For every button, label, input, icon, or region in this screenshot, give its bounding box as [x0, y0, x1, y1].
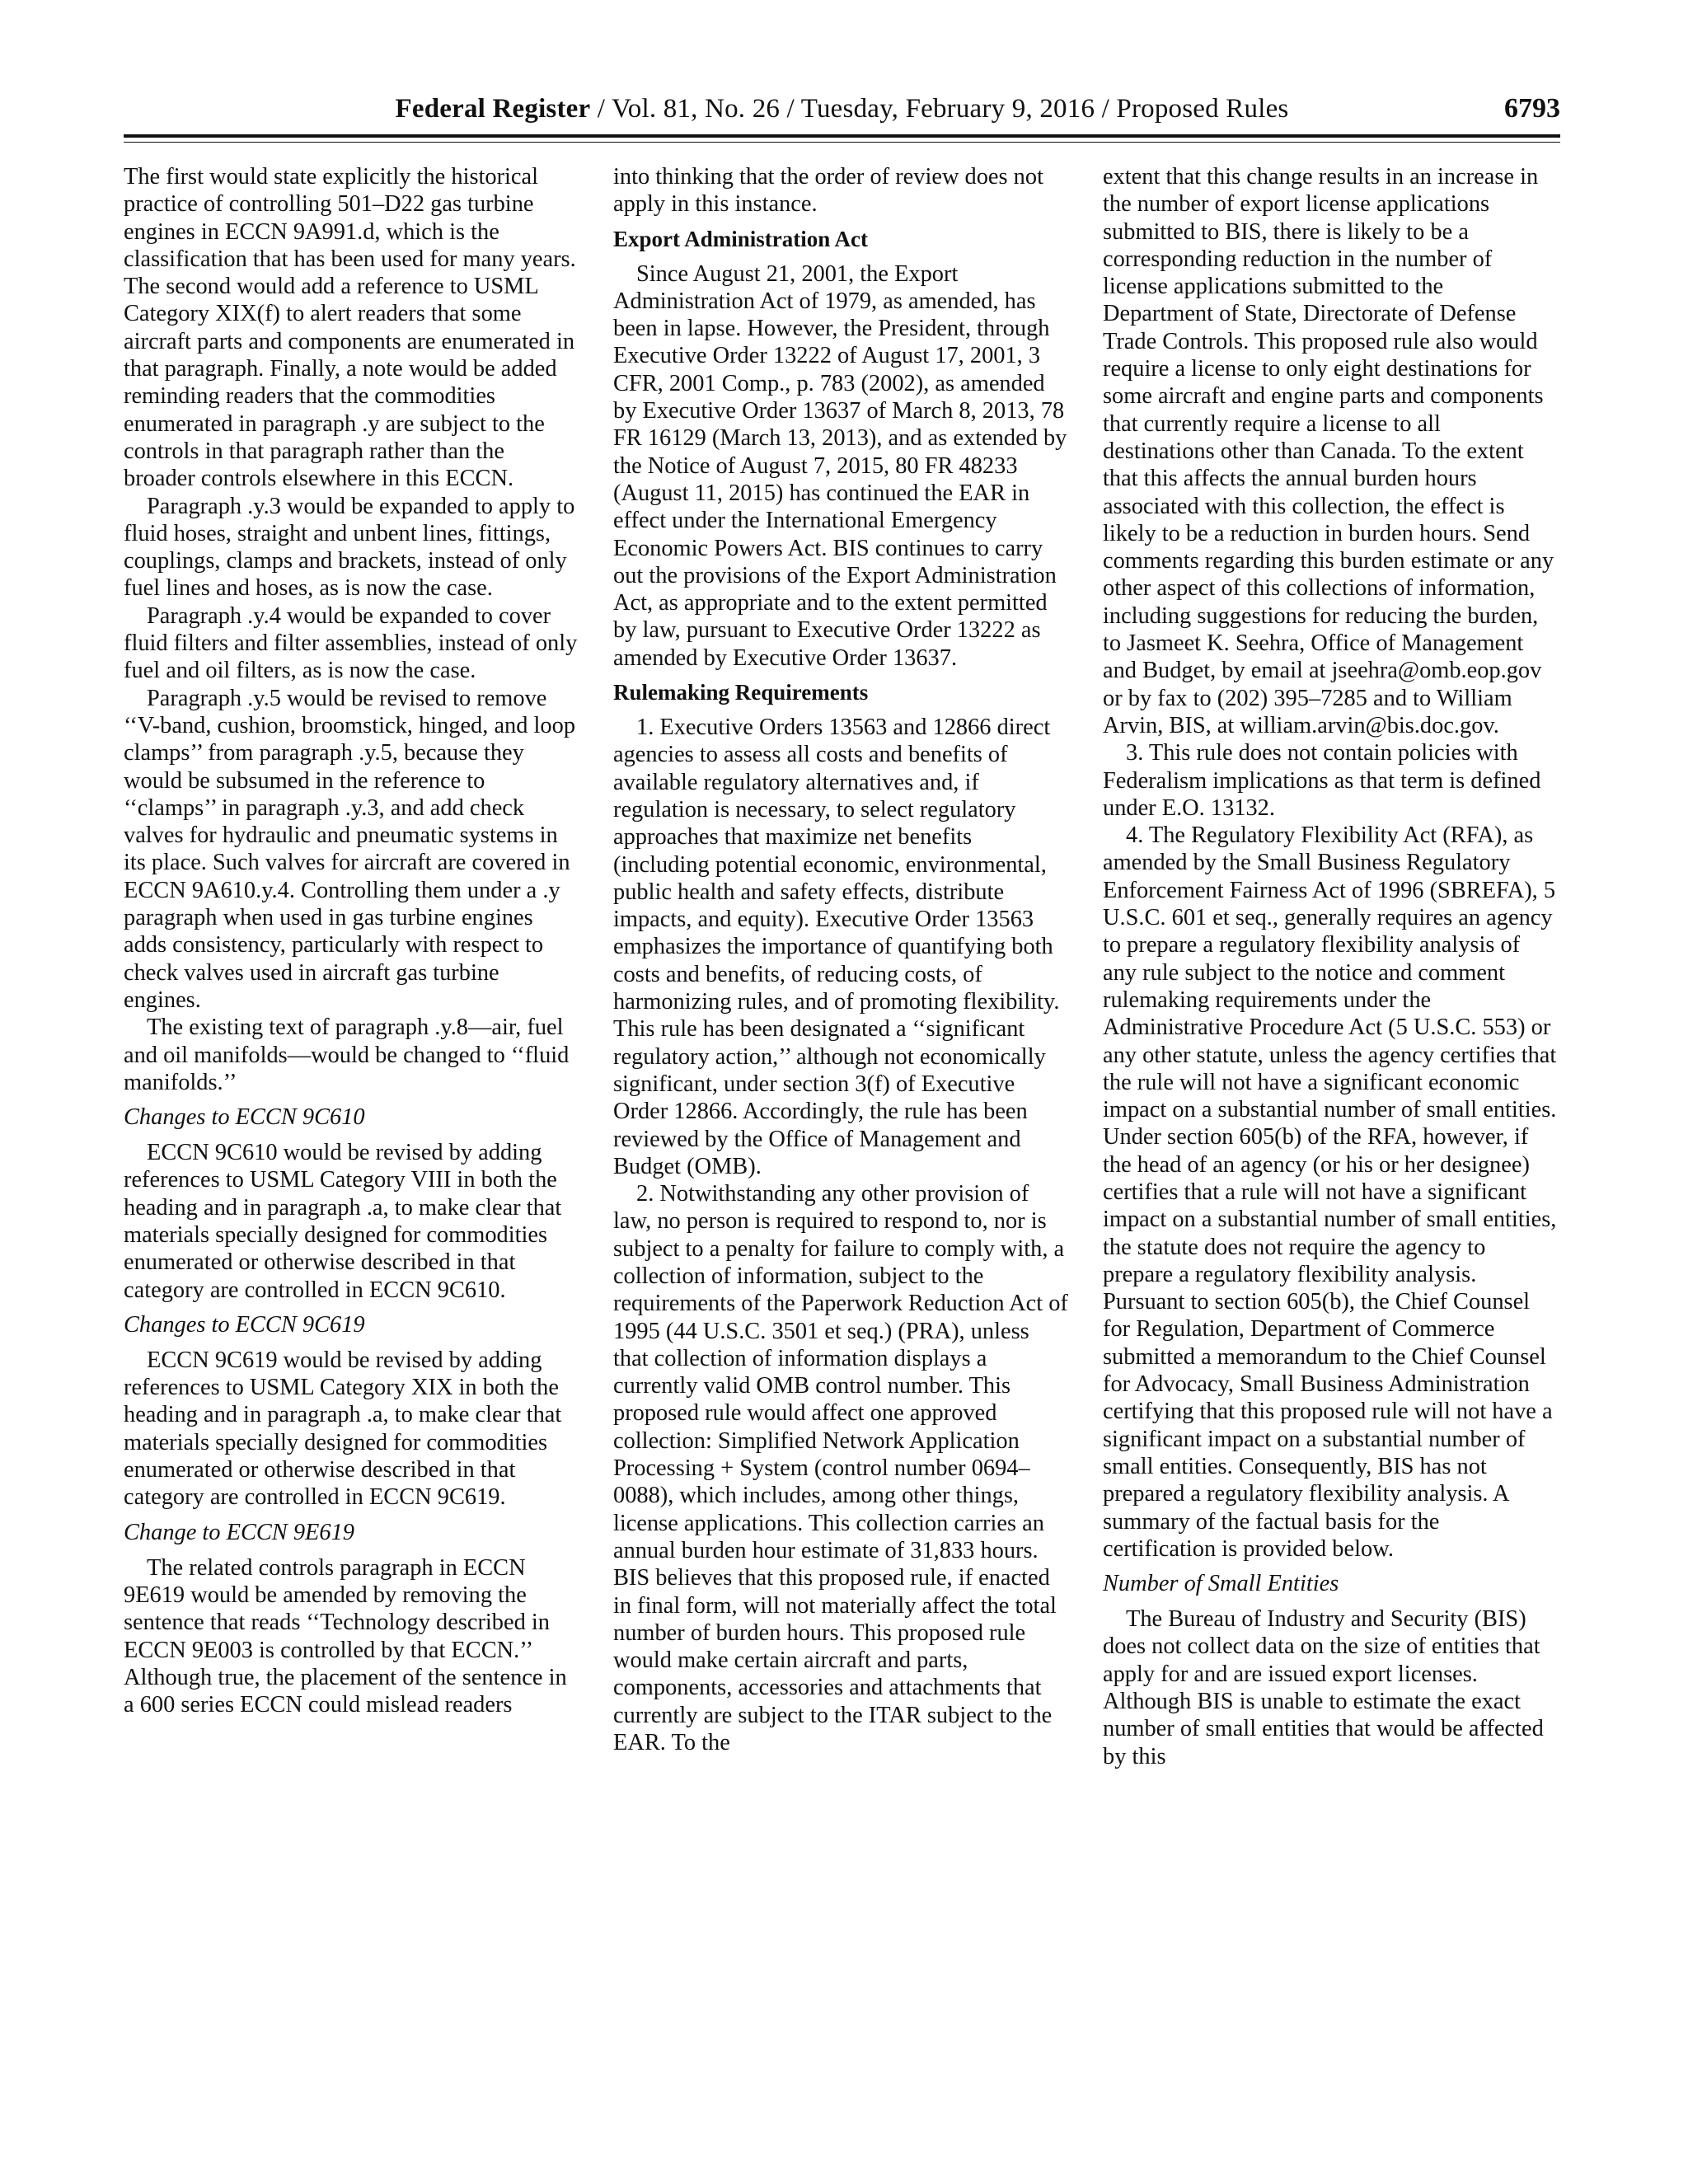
paragraph: Paragraph .y.5 would be revised to remove ‘‘V-band, cushion, broomstick, hinged, and loop clamps’’ from paragraph .y.5, because they would be subsumed in the reference to ‘‘clamps’’ in paragraph .y.3, and add check valves for hydraulic and pneumatic systems in its place. Such valves for aircraft are covered in ECCN 9A610.y.4. Controlling them under a .y paragraph when used in gas turbine engines adds consistency, particularly with respect to check valves used in aircraft gas turbine engines. — [124, 685, 576, 1013]
paragraph: 3. This rule does not contain policies with Federalism implications as that term is defined under E.O. 13132. — [1103, 740, 1541, 821]
section-heading: Export Administration Act — [613, 226, 869, 251]
paragraph: Paragraph .y.3 would be expanded to apply to fluid hoses, straight and unbent lines, fittings, couplings, clamps and brackets, instead of only fuel lines and hoses, as is now the case. — [124, 493, 575, 602]
paragraph: 2. Notwithstanding any other provision of law, no person is required to respond to, nor is subject to a penalty for failure to comply with, a collection of information, subject to the requirements of the Paperwork Reduction Act of 1995 (44 U.S.C. 3501 et seq.) (PRA), unless that collection of information displays a currently valid OMB control number. This proposed rule would affect one approved collection: Simplified Network Application Processing + System (control number 0694–0088), which includes, among other things, license applications. This collection carries an annual burden hour estimate of 31,833 hours. BIS believes that this proposed rule, if enacted in final form, will not materially affect the total number of burden hours. This proposed rule would make certain aircraft and parts, components, accessories and attachments that currently are subject to the ITAR subject to the EAR. To the — [613, 1181, 1068, 1756]
paragraph: The existing text of paragraph .y.8—air, fuel and oil manifolds—would be changed to ‘‘fluid manifolds.’’ — [124, 1015, 570, 1095]
paragraph: The Bureau of Industry and Security (BIS) does not collect data on the size of entities that apply for and are issued export licenses. Although BIS is unable to estimate the exact number of small entities that would be affected by this — [1103, 1606, 1544, 1769]
paragraph: 4. The Regulatory Flexibility Act (RFA), as amended by the Small Business Regulatory Enforcement Fairness Act of 1996 (SBREFA), 5 U.S.C. 601 et seq., generally requires an agency to prepare a regulatory flexibility analysis of any rule subject to the notice and comment rulemaking requirements under the Administrative Procedure Act (5 U.S.C. 553) or any other statute, unless the agency certifies that the rule will not have a significant economic impact on a substantial number of small entities. Under section 605(b) of the RFA, however, if the head of an agency (or his or her designee) certifies that a rule will not have a significant impact on a substantial number of small entities, the statute does not require the agency to prepare a regulatory flexibility analysis. Pursuant to section 605(b), the Chief Counsel for Regulation, Department of Commerce submitted a memorandum to the Chief Counsel for Advocacy, Small Business Administration certifying that this proposed rule will not have a significant impact on a substantial number of small entities. Consequently, BIS has not prepared a regulatory flexibility analysis. A summary of the factual basis for the certification is provided below. — [1103, 823, 1557, 1562]
paragraph: ECCN 9C610 would be revised by adding references to USML Category VIII in both the heading and in paragraph .a, to make clear that materials specially designed for commodities enumerated or otherwise described in that category are controlled in ECCN 9C610. — [124, 1140, 562, 1303]
paragraph: Since August 21, 2001, the Export Administration Act of 1979, as amended, has been in lapse. However, the President, through Executive Order 13222 of August 17, 2001, 3 CFR, 2001 Comp., p. 783 (2002), as amended by Executive Order 13637 of March 8, 2013, 78 FR 16129 (March 13, 2013), and as extended by the Notice of August 7, 2015, 80 FR 48233 (August 11, 2015) has continued the EAR in effect under the International Emergency Economic Powers Act. BIS continues to carry out the provisions of the Export Administration Act, as appropriate and to the extent permitted by law, pursuant to Executive Order 13222 as amended by Executive Order 13637. — [613, 260, 1067, 671]
subsection-heading: Changes to ECCN 9C619 — [124, 1311, 365, 1338]
paragraph: 1. Executive Orders 13563 and 12866 direct agencies to assess all costs and benefits of available regulatory alternatives and, if regulation is necessary, to select regulatory approaches that maximize net benefits (including potential economic, environmental, public health and safety effects, distribute impacts, and equity). Executive Order 13563 emphasizes the importance of quantifying both costs and benefits, of reducing costs, of harmonizing rules, and of promoting flexibility. This rule has been designated a ‘‘significant regulatory action,’’ although not economically significant, under section 3(f) of Executive Order 12866. Accordingly, the rule has been reviewed by the Office of Management and Budget (OMB). — [613, 715, 1060, 1179]
subsection-heading: Changes to ECCN 9C610 — [124, 1104, 365, 1131]
section-heading: Rulemaking Requirements — [613, 680, 869, 705]
page-header — [124, 86, 1560, 132]
journal-name: Federal Register — [395, 94, 591, 124]
paragraph: ECCN 9C619 would be revised by adding references to USML Category XIX in both the heading and in paragraph .a, to make clear that materials specially designed for commodities enumerated or otherwise described in that category are controlled in ECCN 9C619. — [124, 1347, 562, 1511]
text-column-1 — [124, 163, 579, 1718]
issue-info: / Vol. 81, No. 26 / Tuesday, February 9, 2016 / Proposed Rules — [590, 94, 1289, 124]
running-head — [124, 86, 1560, 132]
subsection-heading: Change to ECCN 9E619 — [124, 1519, 354, 1545]
paragraph: The related controls paragraph in ECCN 9E619 would be amended by removing the sentence that reads ‘‘Technology described in ECCN 9E003 is controlled by that ECCN.’’ Although true, the placement of the sentence in a 600 series ECCN could mislead readers — [124, 1554, 567, 1718]
paragraph: The first would state explicitly the historical practice of controlling 501–D22 gas turbine engines in ECCN 9A991.d, which is the classification that has been used for many years. The second would add a reference to USML Category XIX(f) to alert readers that some aircraft parts and components are enumerated in that paragraph. Finally, a note would be added reminding readers that the commodities enumerated in paragraph .y are subject to the controls in that paragraph rather than the broader controls elsewhere in this ECCN. — [124, 164, 576, 492]
subsection-heading: Number of Small Entities — [1103, 1571, 1339, 1597]
text-column-3 — [1103, 163, 1558, 1770]
header-rule-thick — [124, 134, 1560, 138]
header-rule-thin — [124, 142, 1560, 143]
page-number: 6793 — [1504, 93, 1560, 124]
text-column-2 — [613, 163, 1068, 1756]
paragraph: extent that this change results in an increase in the number of export license applications submitted to BIS, there is likely to be a corresponding reduction in the number of license applications submitted to the Department of State, Directorate of Defense Trade Controls. This proposed rule also would require a license to only eight destinations for some aircraft and engine parts and components that currently require a license to all destinations other than Canada. To the extent that this affects the annual burden hours associated with this collection, the effect is likely to be a reduction in burden hours. Send comments regarding this burden estimate or any other aspect of this collections of information, including suggestions for reducing the burden, to Jasmeet K. Seehra, Office of Management and Budget, by email at jseehra@omb.eop.gov or by fax to (202) 395–7285 and to William Arvin, BIS, at william.arvin@bis.doc.gov. — [1103, 164, 1554, 738]
paragraph: into thinking that the order of review does not apply in this instance. — [613, 164, 1043, 218]
paragraph: Paragraph .y.4 would be expanded to cover fluid filters and filter assemblies, instead of only fuel and oil filters, as is now the case. — [124, 602, 578, 684]
